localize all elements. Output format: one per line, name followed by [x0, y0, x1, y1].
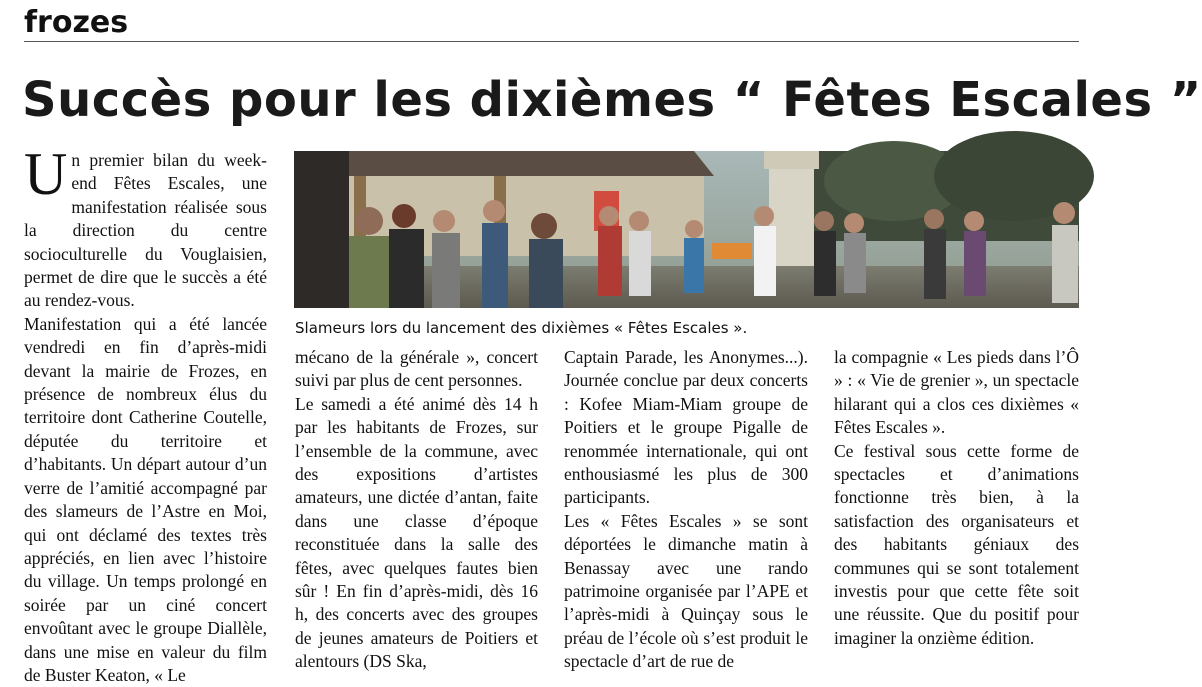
- article-paragraph: Manifestation qui a été lancée vendredi en fin d’après-midi devant la mairie de Frozes, en présence de nombreux élus du territoire dont Catherine Coutelle, députée du territoire et d’habitants. Un départ autour d’un verre de l’amitié accompagné par des slameurs de l’Astre en Moi, qui ont déclamé des textes très appréciés, en lien avec l’histoire du village. Un temps prolongé en soirée par un ciné concert envoûtant avec le groupe Diallèle, dans une mise en valeur du film de Buster Keaton, « Le: [24, 313, 267, 685]
- article-paragraph: mécano de la générale », concert suivi par plus de cent personnes.: [295, 347, 538, 391]
- section-rule: [24, 41, 1079, 42]
- article-paragraph: Captain Parade, les Anonymes...). Journée conclue par deux concerts : Kofee Miam-Miam groupe de Poitiers et le groupe Pigalle de renommée internationale, qui ont enthousiasmé les plus de 300 participants.: [564, 347, 808, 508]
- article-lead-paragraph: [24, 141, 267, 313]
- headline: Succès pour les dixièmes “ Fêtes Escales ”: [22, 72, 1202, 128]
- section-title: frozes: [24, 5, 129, 40]
- article-column-2: [295, 346, 538, 672]
- article-paragraph: Les « Fêtes Escales » se sont déportées le dimanche matin à Benassay avec une rando patrimoine organisée par l’APE et l’après-midi à Quinçay sous le préau de l’école où s’est produit le spectacle d’art de rue de: [564, 510, 808, 672]
- article-column-1: [24, 141, 267, 685]
- article-column-4: [834, 346, 1079, 664]
- article-paragraph: Ce festival sous cette forme de spectacles et d’animations fonctionne très bien, à la satisfaction des organisateurs et des habitants géniaux des communes qui se sont totalement investis pour que cette fête soit une réussite. Que du positif pour imaginer la onzième édition.: [834, 440, 1079, 648]
- dropcap: U: [24, 141, 68, 207]
- crowd-photo-illustration: [294, 151, 1079, 308]
- article-column-3: [564, 346, 808, 672]
- article-paragraph: la compagnie « Les pieds dans l’Ô » : « Vie de grenier », un spectacle hilarant qui a clos ces dixièmes « Fêtes Escales ».: [834, 347, 1079, 438]
- article-paragraph: Le samedi a été animé dès 14 h par les habitants de Frozes, sur l’ensemble de la commune, avec des expositions d’artistes amateurs, une dictée d’antan, faite dans une classe d’époque reconstituée dans la salle des fêtes, avec quelques fautes bien sûr ! En fin d’après-midi, dès 16 h, des concerts avec des groupes de jeunes amateurs de Poitiers et alentours (DS Ska,: [295, 393, 538, 672]
- photo-caption: Slameurs lors du lancement des dixièmes « Fêtes Escales ».: [295, 319, 748, 337]
- event-photo: [294, 151, 1079, 308]
- lead-text: n premier bilan du week-end Fêtes Escales, une manifestation réalisée sous la direction du centre socioculturelle du Vouglaisien, permet de dire que le succès a été au rendez-vous.: [24, 150, 267, 311]
